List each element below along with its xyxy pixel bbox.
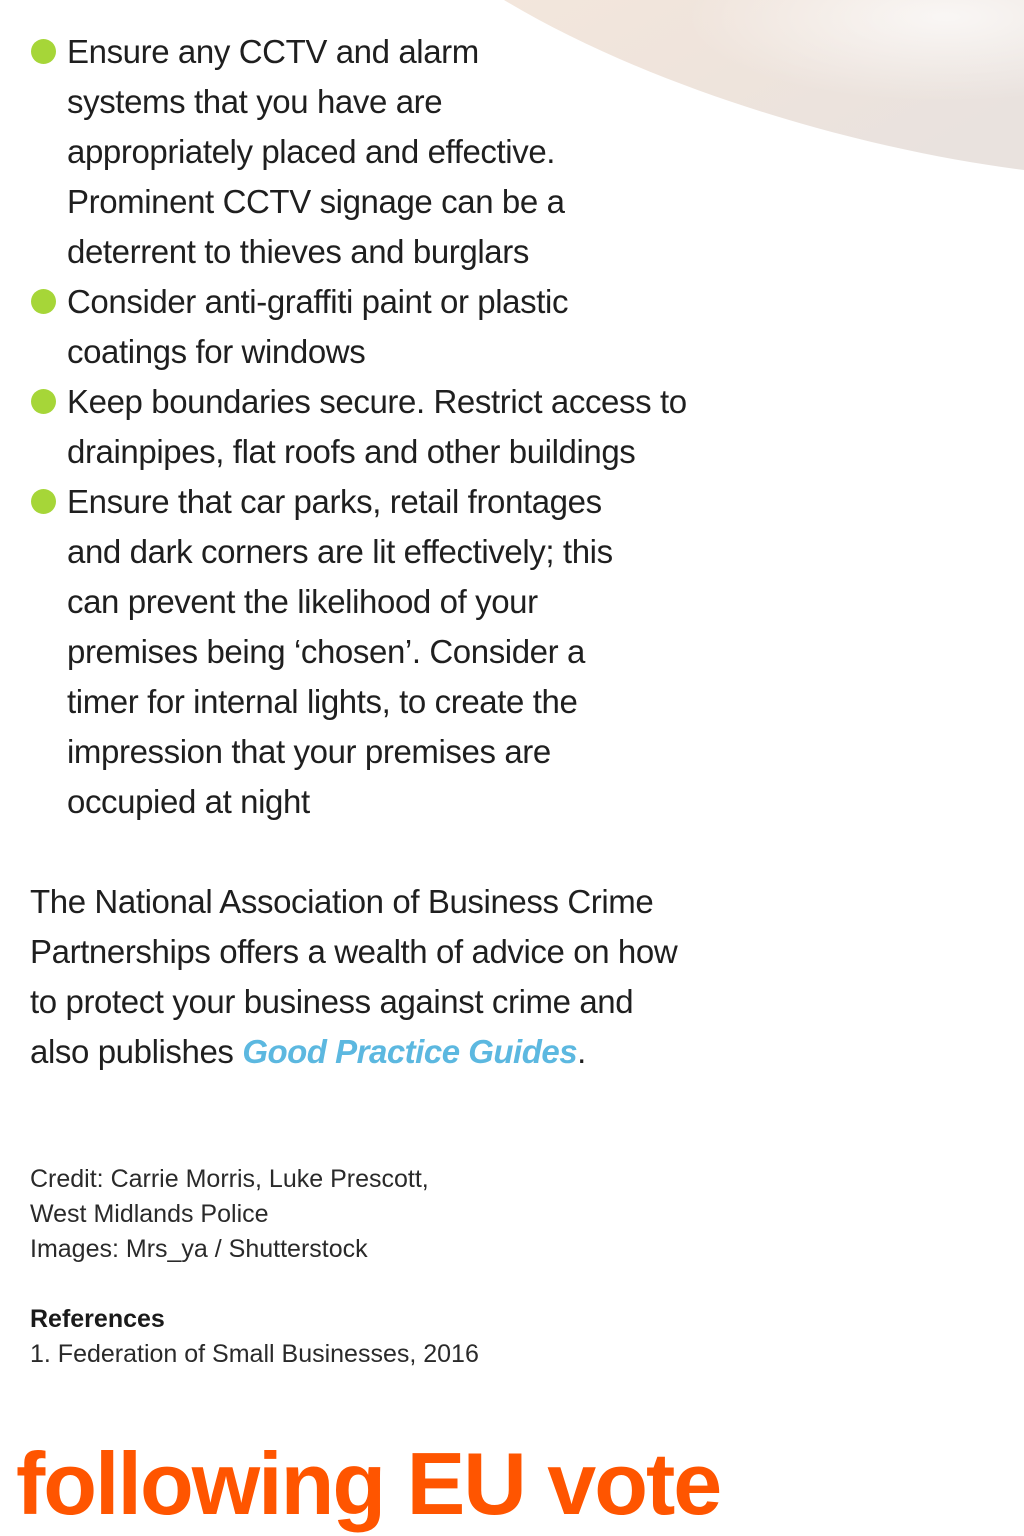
bullet-line: can prevent the likelihood of your (67, 583, 538, 620)
bullet-dot-icon (31, 289, 56, 314)
bullet-item-cctv (30, 27, 730, 277)
bullet-line: impression that your premises are (67, 733, 551, 770)
bullet-item-lighting (30, 477, 730, 827)
headline: following EU vote (16, 1434, 721, 1533)
paragraph-last-suffix: . (577, 1033, 586, 1070)
bullet-line: appropriately placed and effective. (67, 133, 556, 170)
bullet-item-graffiti (30, 277, 730, 377)
nabcp-paragraph (30, 877, 730, 1077)
references-heading: References (30, 1305, 165, 1333)
bullet-line: Keep boundaries secure. Restrict access to (67, 383, 687, 420)
paragraph-line: The National Association of Business Crime (30, 883, 654, 920)
paragraph-last-prefix: also publishes (30, 1033, 243, 1070)
paragraph-line: to protect your business against crime and (30, 983, 634, 1020)
bullet-line: Consider anti-graffiti paint or plastic (67, 283, 569, 320)
bullet-list (30, 27, 730, 827)
bullet-dot-icon (31, 39, 56, 64)
credit-line: West Midlands Police (30, 1200, 269, 1228)
bullet-line: systems that you have are (67, 83, 443, 120)
bullet-line: and dark corners are lit effectively; this (67, 533, 613, 570)
references (30, 1302, 479, 1372)
bullet-line: deterrent to thieves and burglars (67, 233, 529, 270)
reference-item: 1. Federation of Small Businesses, 2016 (30, 1340, 479, 1368)
credits (30, 1162, 429, 1267)
paragraph-last-line (30, 1027, 730, 1077)
bullet-line: Prominent CCTV signage can be a (67, 183, 565, 220)
bullet-item-boundaries (30, 377, 730, 477)
bullet-line: premises being ‘chosen’. Consider a (67, 633, 585, 670)
bullet-line: occupied at night (67, 783, 310, 820)
bullet-line: coatings for windows (67, 333, 366, 370)
paragraph-line: Partnerships offers a wealth of advice on how (30, 933, 678, 970)
credit-line: Credit: Carrie Morris, Luke Prescott, (30, 1165, 429, 1193)
bullet-dot-icon (31, 489, 56, 514)
good-practice-guides-link[interactable]: Good Practice Guides (242, 1033, 578, 1070)
bullet-line: Ensure that car parks, retail frontages (67, 483, 602, 520)
bullet-line: Ensure any CCTV and alarm (67, 33, 479, 70)
bullet-dot-icon (31, 389, 56, 414)
images-credit-line: Images: Mrs_ya / Shutterstock (30, 1235, 368, 1263)
bullet-line: timer for internal lights, to create the (67, 683, 578, 720)
bullet-line: drainpipes, flat roofs and other buildings (67, 433, 636, 470)
